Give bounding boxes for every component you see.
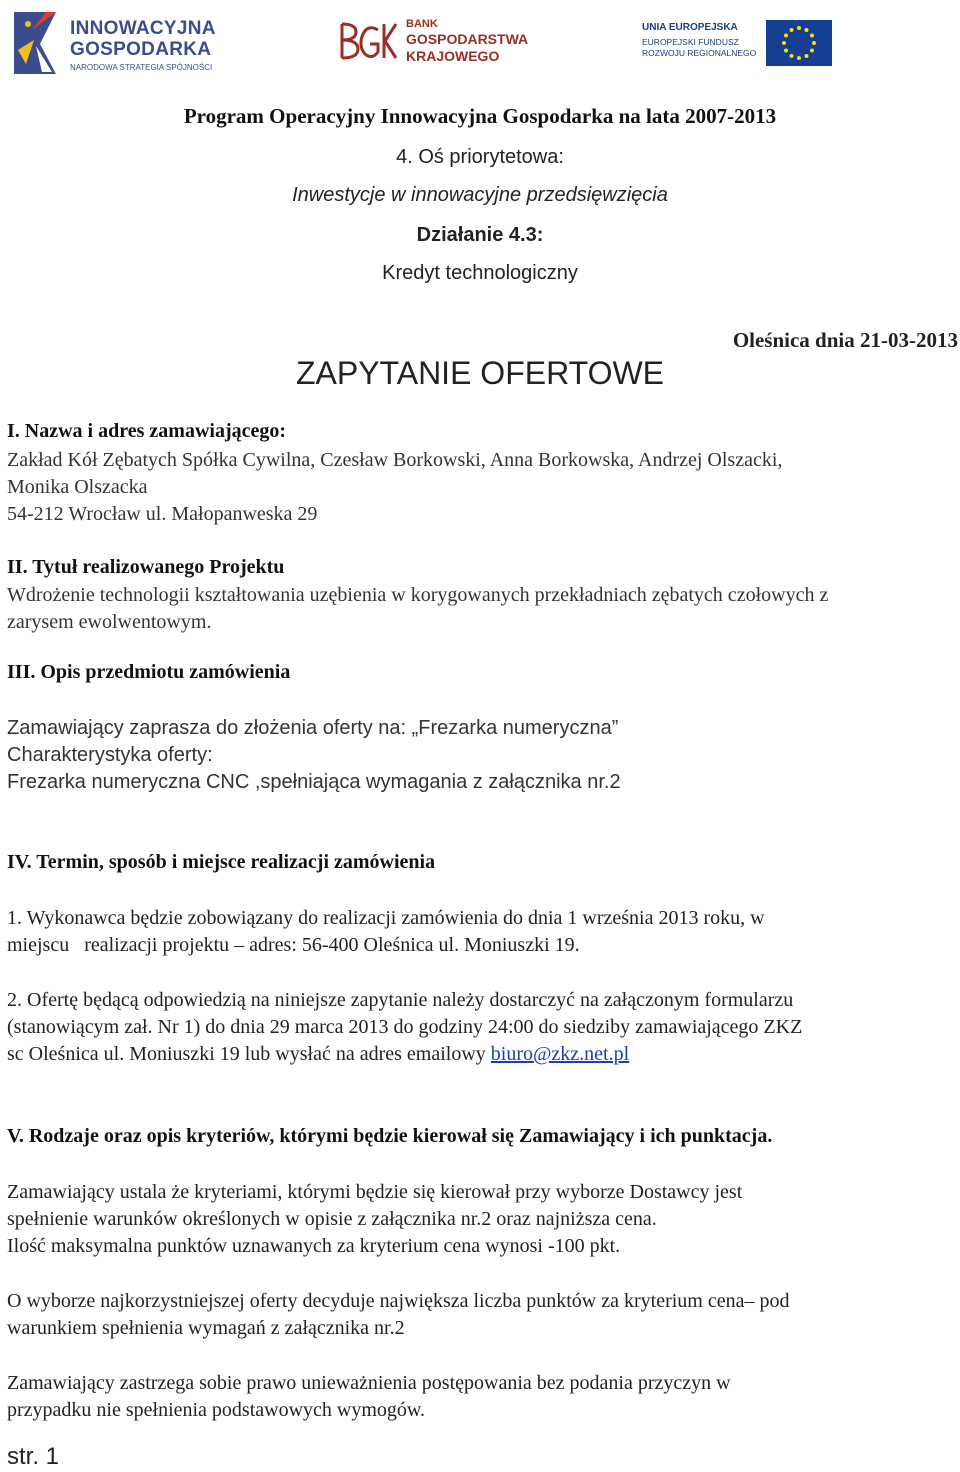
document-date: Oleśnica dnia 21-03-2013 xyxy=(732,328,958,352)
bgk-line3: KRAJOWEGO xyxy=(406,48,500,64)
s1-line3: 54-212 Wrocław ul. Małopanweska 29 xyxy=(7,503,318,525)
axis-name: Inwestycje w innowacyjne przedsięwzięcia xyxy=(292,184,668,206)
s2-line1: Wdrożenie technologii kształtowania uzębienia w korygowanych przekładniach zębatych czołowych z xyxy=(7,584,829,606)
s1-line2: Monika Olszacka xyxy=(7,476,148,498)
section-5-para-1 xyxy=(7,1179,952,1260)
section-1-heading: I. Nazwa i adres zamawiającego: xyxy=(7,420,287,442)
eu-line3: ROZWOJU REGIONALNEGO xyxy=(642,48,757,58)
bgk-logo xyxy=(338,18,538,68)
section-5-para-2 xyxy=(7,1288,952,1342)
eu-star-icon xyxy=(790,54,794,58)
s5-p1-line2: spełnienie warunków określonych w opisie z załącznika nr.2 oraz najniższa cena. xyxy=(7,1208,657,1230)
eu-star-icon xyxy=(782,41,786,45)
eu-star-icon xyxy=(812,41,816,45)
document-title: ZAPYTANIE OFERTOWE xyxy=(295,355,665,391)
eu-star-icon xyxy=(784,49,788,53)
ig-line3: NARODOWA STRATEGIA SPÓJNOŚCI xyxy=(70,63,213,72)
eu-star-icon xyxy=(810,34,814,38)
s4-p1-line1: 1. Wykonawca będzie zobowiązany do realizacji zamówienia do dnia 1 września 2013 roku, w xyxy=(7,907,765,929)
section-5-heading: V. Rodzaje oraz opis kryteriów, którymi będzie kierował się Zamawiający i ich punktacja. xyxy=(7,1125,773,1147)
section-4-heading: IV. Termin, sposób i miejsce realizacji zamówienia xyxy=(7,851,436,873)
program-title: Program Operacyjny Innowacyjna Gospodarka na lata 2007-2013 xyxy=(183,104,777,128)
innowacyjna-gospodarka-logo xyxy=(12,8,227,80)
eu-star-icon xyxy=(805,28,809,32)
bgk-line1: BANK xyxy=(406,18,438,30)
s3-line1: Zamawiający zaprasza do złożenia oferty na: „Frezarka numeryczna” xyxy=(7,717,619,739)
eu-logo xyxy=(642,20,832,68)
eu-line2: EUROPEJSKI FUNDUSZ xyxy=(642,37,739,47)
s5-p3-line2: przypadku nie spełnienia podstawowych wymogów. xyxy=(7,1399,426,1421)
ig-line1: INNOWACYJNA xyxy=(70,18,216,39)
s5-p1-line3: Ilość maksymalna punktów uznawanych za kryterium cena wynosi -100 pkt. xyxy=(7,1235,621,1257)
section-2-body xyxy=(7,582,947,636)
s4-p2-line2: (stanowiącym zał. Nr 1) do dnia 29 marca 2013 do godziny 24:00 do siedziby zamawiającego ZKZ xyxy=(7,1016,803,1038)
eu-flag-icon xyxy=(766,20,832,66)
bgk-monogram-icon xyxy=(338,18,400,64)
section-4-point-1 xyxy=(7,905,952,959)
action-label: Działanie 4.3: xyxy=(416,224,544,246)
s5-p1-line1: Zamawiający ustala że kryteriami, którymi będzie się kierował przy wyborze Dostawcy jest xyxy=(7,1181,743,1203)
s4-p1-line2: miejscu realizacji projektu – adres: 56-400 Oleśnica ul. Moniuszki 19. xyxy=(7,934,580,956)
action-name: Kredyt technologiczny xyxy=(382,262,578,284)
eu-star-icon xyxy=(784,34,788,38)
eu-star-icon xyxy=(790,28,794,32)
section-4-point-2 xyxy=(7,987,952,1068)
page-number: str. 1 xyxy=(7,1443,60,1470)
s1-line1: Zakład Kół Zębatych Spółka Cywilna, Czesław Borkowski, Anna Borkowska, Andrzej Olszacki, xyxy=(7,449,783,471)
bgk-line2: GOSPODARSTWA xyxy=(406,31,529,47)
s5-p3-line1: Zamawiający zastrzega sobie prawo unieważnienia postępowania bez podania przyczyn w xyxy=(7,1372,731,1394)
section-1-body xyxy=(7,447,947,528)
section-2-heading: II. Tytuł realizowanego Projektu xyxy=(7,556,285,578)
s5-p2-line1: O wyborze najkorzystniejszej oferty decyduje największa liczba punktów za kryterium cena– pod xyxy=(7,1290,790,1312)
email-link[interactable]: biuro@zkz.net.pl xyxy=(490,1043,630,1065)
section-3-heading: III. Opis przedmiotu zamówienia xyxy=(7,661,291,683)
s2-line2: zarysem ewolwentowym. xyxy=(7,611,212,633)
eu-star-icon xyxy=(805,54,809,58)
s5-p2-line2: warunkiem spełnienia wymagań z załącznika nr.2 xyxy=(7,1317,405,1339)
s4-p2-line3 xyxy=(7,1041,952,1068)
eu-star-icon xyxy=(810,49,814,53)
s3-line3: Frezarka numeryczna CNC ,spełniająca wymagania z załącznika nr.2 xyxy=(7,771,621,793)
section-3-body xyxy=(7,715,947,796)
axis-label: 4. Oś priorytetowa: xyxy=(396,146,564,168)
s3-line2: Charakterystyka oferty: xyxy=(7,744,213,766)
eu-line1: UNIA EUROPEJSKA xyxy=(642,22,738,33)
s4-p2-line3-text: sc Oleśnica ul. Moniuszki 19 lub wysłać na adres emailowy xyxy=(7,1043,491,1065)
ig-flag-icon xyxy=(12,10,64,76)
s4-p2-line1: 2. Ofertę będącą odpowiedzią na niniejsze zapytanie należy dostarczyć na załączonym formularzu xyxy=(7,989,794,1011)
ig-line2: GOSPODARKA xyxy=(70,39,212,60)
section-5-para-3 xyxy=(7,1370,952,1424)
eu-star-icon xyxy=(797,26,801,30)
eu-star-icon xyxy=(797,56,801,60)
